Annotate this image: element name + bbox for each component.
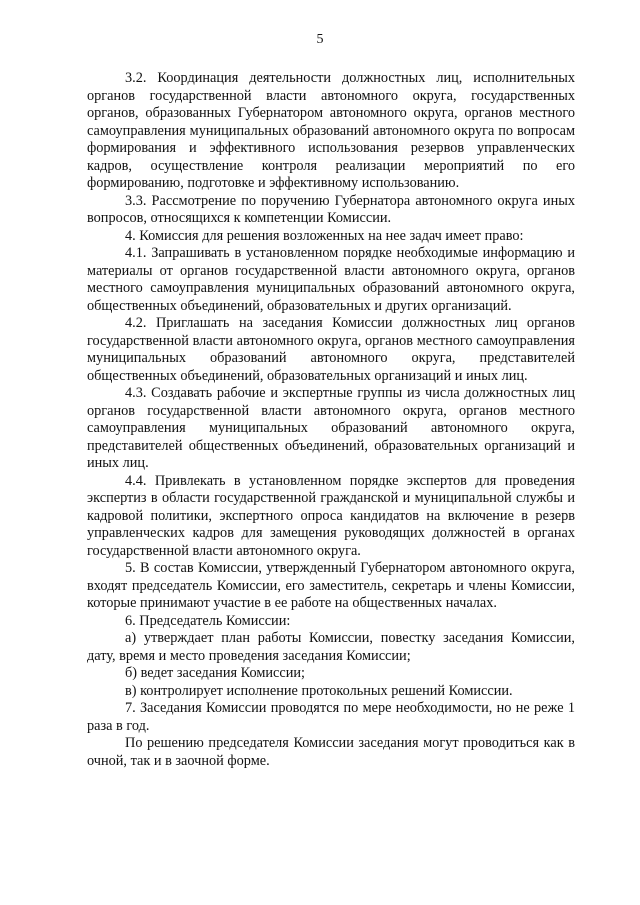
paragraph-3-3: 3.3. Рассмотрение по поручению Губернатора автономного округа иных вопросов, относящихся к компетенции Комиссии. (87, 192, 575, 226)
paragraph-3-2: 3.2. Координация деятельности должностных лиц, исполнительных органов государственной власти автономного округа, государственных органов, образованных Губернатором автономного округа, органов местного самоуправления муниципальных образований автономного округа по вопросам формирования и эффективного использования резервов управленческих кадров, осуществление контроля реализации мероприятий по его формированию, подготовке и эффективному использованию. (87, 70, 575, 191)
paragraph-4-4: 4.4. Привлекать в установленном порядке экспертов для проведения экспертиз в области государственной гражданской и муниципальной службы и кадровой политики, экспертного опроса кандидатов на включение в резерв управленческих кадров для замещения руководящих должностей в органах государственной власти автономного округа. (87, 472, 575, 559)
document-body (87, 70, 575, 770)
paragraph-4-2: 4.2. Приглашать на заседания Комиссии должностных лиц органов государственной власти автономного округа, органов местного самоуправления муниципальных образований автономного округа, представителей общественных объединений, образовательных организаций и иных лиц. (87, 315, 575, 384)
paragraph-6-a: а) утверждает план работы Комиссии, повестку заседания Комиссии, дату, время и место проведения заседания Комиссии; (87, 630, 575, 664)
paragraph-7: 7. Заседания Комиссии проводятся по мере необходимости, но не реже 1 раза в год. (87, 700, 575, 734)
page-number: 5 (316, 32, 324, 47)
paragraph-4-1: 4.1. Запрашивать в установленном порядке необходимые информацию и материалы от органов государственной власти автономного округа, органов местного самоуправления муниципальных образований автономного округа, общественных объединений, образовательных и других организаций. (87, 245, 575, 314)
paragraph-6-b: б) ведет заседания Комиссии; (125, 665, 305, 681)
paragraph-4-3: 4.3. Создавать рабочие и экспертные группы из числа должностных лиц органов государственной власти автономного округа, органов местного самоуправления муниципальных образований автономного округа, представителей общественных объединений, образовательных организаций и иных лиц. (87, 385, 575, 471)
paragraph-5: 5. В состав Комиссии, утвержденный Губернатором автономного округа, входят председатель Комиссии, его заместитель, секретарь и члены Комиссии, которые принимают участие в ее работе на общественных началах. (87, 560, 575, 611)
paragraph-6: 6. Председатель Комиссии: (125, 612, 291, 629)
paragraph-7-decision: По решению председателя Комиссии заседания могут проводиться как в очной, так и в заочной форме. (87, 735, 575, 769)
paragraph-4: 4. Комиссия для решения возложенных на нее задач имеет право: (125, 227, 524, 244)
paragraph-6-c: в) контролирует исполнение протокольных решений Комиссии. (125, 682, 513, 699)
